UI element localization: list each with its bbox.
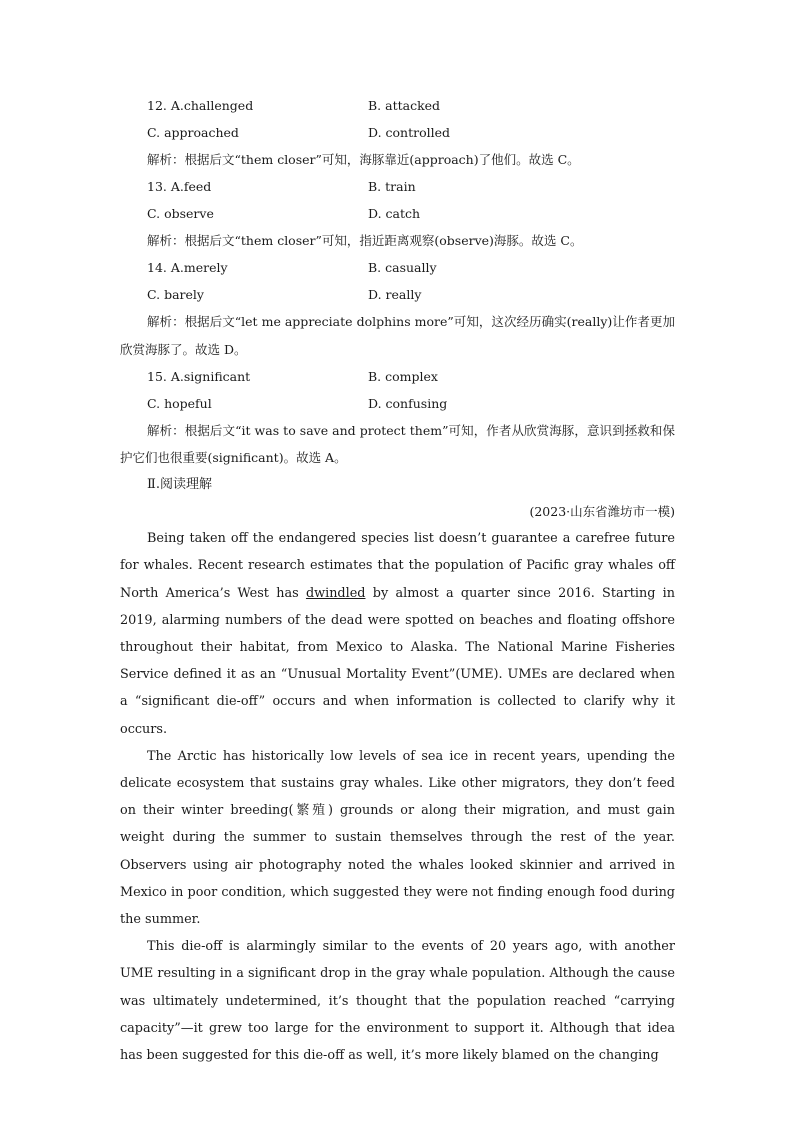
analysis-15: 解析：根据后文“it was to save and protect them”可知，作者从欣赏海豚，意识到拯救和保护它们也很重要(significant)。故选 A。: [120, 422, 675, 466]
question-15-options-row-1: [120, 363, 675, 390]
underlined-word: dwindled: [305, 585, 366, 601]
question-13-options-row-2: [120, 200, 675, 227]
option-12-c: C. approached: [147, 125, 239, 140]
p1-text-after: by almost a quarter since 2016. Starting in 2019, alarming numbers of the dead were spotted on beaches and floating offshore throughout their habitat, from Mexico to Alaska. The National Marine Fisheries Service defined it as an “Unusual Mortality Event”(UME). UMEs are declared when a “significant die-off” occurs and when information is collected to clarify why it occurs.: [120, 585, 675, 737]
option-14-b: B. casually: [368, 260, 437, 276]
question-14-options-row-2: [120, 281, 675, 308]
question-14-options-row-1: [120, 254, 675, 281]
passage-paragraph-1: [120, 525, 675, 743]
analysis-12: 解析：根据后文“them closer”可知，海豚靠近(approach)了他们。故选 C。: [147, 152, 580, 167]
analysis-14: 解析：根据后文“let me appreciate dolphins more”可知，这次经历确实(really)让作者更加欣赏海豚了。故选 D。: [120, 314, 675, 357]
p1-text-before: Being taken off the endangered species list doesn’t guarantee a carefree future for whales. Recent research estimates that the population of Pacific gray whales off North America’s West has: [120, 531, 675, 601]
analysis-13: 解析：根据后文“them closer”可知，指近距离观察(observe)海豚。故选 C。: [147, 233, 583, 249]
question-15-options-row-2: [120, 390, 675, 417]
option-15-a: 15. A.significant: [147, 368, 251, 384]
option-12-b: B. attacked: [368, 98, 441, 113]
option-12-d: D. controlled: [368, 125, 451, 140]
option-13-a: 13. A.feed: [147, 179, 212, 195]
question-12-options-row-1: [120, 92, 675, 119]
passage-paragraph-2: The Arctic has historically low levels of sea ice in recent years, upending the delicate ecosystem that sustains gray whales. Like other migrators, they don’t feed on their winter breeding(繁殖) grounds or along their migration, and must gain weight during the summer to sustain themselves through the rest of the year. Observers using air photography noted the whales looked skinnier and arrived in Mexico in poor condition, which suggested they were not finding enough food during the summer.: [120, 748, 675, 928]
question-12-options-row-2: [120, 119, 675, 146]
option-14-d: D. really: [368, 287, 422, 303]
question-13-options-row-1: [120, 173, 675, 200]
option-15-c: C. hopeful: [147, 395, 212, 411]
option-15-d: D. confusing: [368, 395, 448, 411]
section-title: Ⅱ.阅读理解: [147, 477, 212, 493]
option-13-b: B. train: [368, 179, 416, 195]
source-citation: (2023·山东省潍坊市一模): [529, 504, 675, 520]
option-13-c: C. observe: [147, 206, 214, 222]
option-12-a: 12. A.challenged: [147, 98, 254, 113]
option-14-c: C. barely: [147, 287, 204, 303]
passage-paragraph-3: This die-off is alarmingly similar to the events of 20 years ago, with another UME resulting in a significant drop in the gray whale population. Although the cause was ultimately undetermined, it’s thought that the population reached “carrying capacity”—it grew too large for the environment to support it. Although that idea has been suggested for this die-off as well, it’s more likely blamed on the changing: [120, 939, 675, 1064]
page-content: [120, 92, 675, 1069]
option-15-b: B. complex: [368, 368, 438, 384]
option-14-a: 14. A.merely: [147, 260, 228, 276]
option-13-d: D. catch: [368, 206, 421, 222]
